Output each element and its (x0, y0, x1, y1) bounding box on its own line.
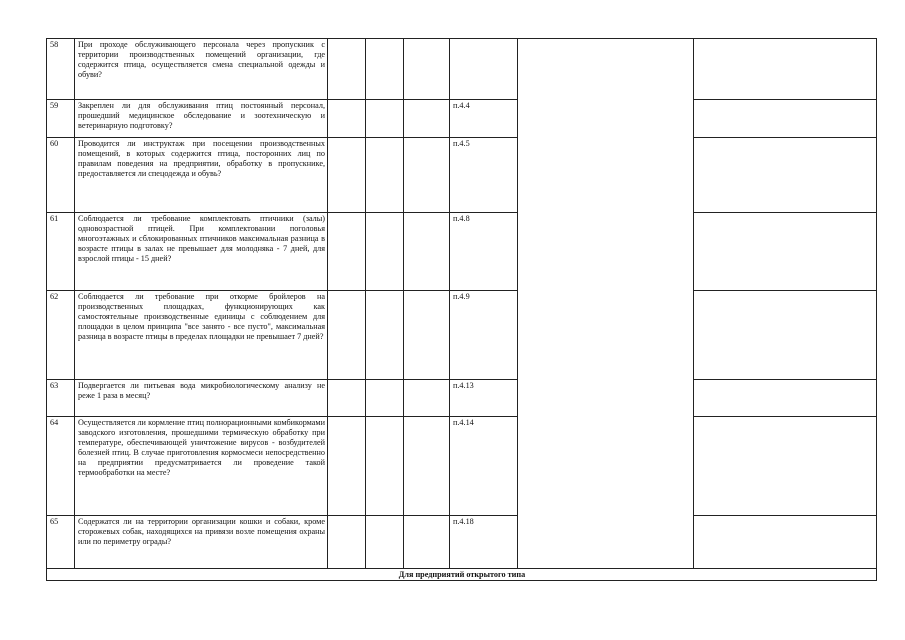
empty-cell (366, 213, 404, 291)
empty-cell (328, 516, 366, 569)
empty-cell (404, 138, 450, 213)
row-question: Соблюдается ли требование при откорме бройлеров на производственных площадках, функционирующих как самостоятельные производственные единицы с соблюдением для площадки в целом принципа "все занято - все пусто", максимальная разница в возрасте птицы в пределах площадки не превышает 7 дней? (75, 291, 328, 380)
empty-cell (366, 39, 404, 100)
checklist-table (46, 38, 877, 581)
empty-cell (694, 100, 877, 138)
row-number: 65 (47, 516, 75, 569)
section-footer-row (47, 569, 877, 581)
empty-cell (404, 516, 450, 569)
row-reference: п.4.5 (450, 138, 518, 213)
empty-cell (328, 213, 366, 291)
table-row (47, 100, 877, 138)
table-row (47, 39, 877, 100)
empty-cell (694, 417, 877, 516)
empty-cell (404, 380, 450, 417)
empty-cell (328, 291, 366, 380)
empty-cell (328, 380, 366, 417)
empty-cell (404, 213, 450, 291)
row-number: 61 (47, 213, 75, 291)
row-number: 60 (47, 138, 75, 213)
empty-cell (694, 380, 877, 417)
empty-cell (404, 39, 450, 100)
row-question: Закреплен ли для обслуживания птиц постоянный персонал, прошедший медицинское обследование и зоотехническую и ветеринарную подготовку? (75, 100, 328, 138)
merged-cell (518, 39, 694, 569)
row-reference: п.4.14 (450, 417, 518, 516)
table-row (47, 516, 877, 569)
empty-cell (404, 291, 450, 380)
row-reference (450, 39, 518, 100)
row-question: При проходе обслуживающего персонала через пропускник с территории производственных помещений организации, где содержится птица, осуществляется смена специальной одежды и обуви? (75, 39, 328, 100)
empty-cell (366, 138, 404, 213)
empty-cell (694, 213, 877, 291)
empty-cell (328, 417, 366, 516)
row-reference: п.4.9 (450, 291, 518, 380)
empty-cell (366, 417, 404, 516)
row-reference: п.4.18 (450, 516, 518, 569)
table-row (47, 213, 877, 291)
section-heading: Для предприятий открытого типа (47, 569, 877, 581)
row-question: Осуществляется ли кормление птиц полнорационными комбикормами заводского изготовления, прошедшими термическую обработку при температуре, обеспечивающей уничтожение вирусов - возбудителей болезней птиц. В случае приготовления кормосмеси непосредственно на предприятии предусматривается ли проведение такой термообработки на месте? (75, 417, 328, 516)
table-row (47, 138, 877, 213)
empty-cell (366, 100, 404, 138)
row-number: 64 (47, 417, 75, 516)
row-number: 62 (47, 291, 75, 380)
empty-cell (694, 291, 877, 380)
row-number: 63 (47, 380, 75, 417)
table-row (47, 291, 877, 380)
empty-cell (694, 39, 877, 100)
empty-cell (366, 291, 404, 380)
empty-cell (366, 380, 404, 417)
row-number: 58 (47, 39, 75, 100)
row-question: Проводится ли инструктаж при посещении производственных помещений, в которых содержится птица, посторонних лиц по правилам поведения на предприятии, обработку в пропускнике, предоставляется ли спецодежда и обувь? (75, 138, 328, 213)
row-number: 59 (47, 100, 75, 138)
empty-cell (694, 516, 877, 569)
row-reference: п.4.13 (450, 380, 518, 417)
row-question: Содержатся ли на территории организации кошки и собаки, кроме сторожевых собак, находящихся на привязи возле помещения охраны или по периметру ограды? (75, 516, 328, 569)
table-row (47, 380, 877, 417)
empty-cell (404, 417, 450, 516)
row-reference: п.4.8 (450, 213, 518, 291)
row-reference: п.4.4 (450, 100, 518, 138)
row-question: Подвергается ли питьевая вода микробиологическому анализу не реже 1 раза в месяц? (75, 380, 328, 417)
empty-cell (328, 100, 366, 138)
checklist-rows (47, 39, 877, 581)
empty-cell (366, 516, 404, 569)
empty-cell (694, 138, 877, 213)
row-question: Соблюдается ли требование комплектовать птичники (залы) одновозрастной птицей. При комплектовании поголовья многоэтажных и сблокированных птичников максимальная разница в возрасте птицы в залах не превышает для молодняка - 7 дней, для взрослой птицы - 15 дней? (75, 213, 328, 291)
empty-cell (328, 39, 366, 100)
table-row (47, 417, 877, 516)
empty-cell (404, 100, 450, 138)
empty-cell (328, 138, 366, 213)
